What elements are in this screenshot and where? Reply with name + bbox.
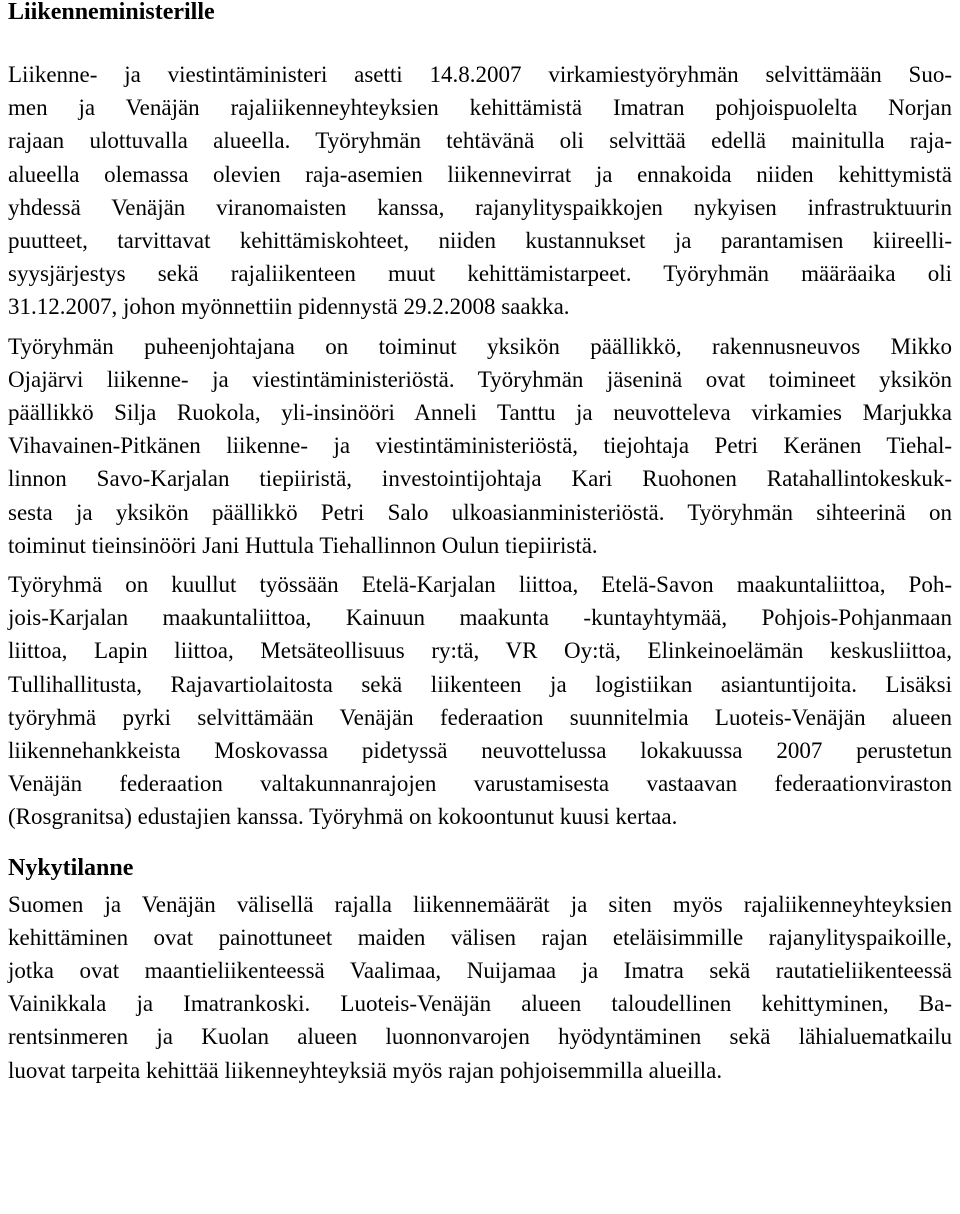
text-line: jois-Karjalan maakuntaliittoa, Kainuun maakunta -kuntayhtymää, Pohjois-Pohjanmaan <box>8 605 952 631</box>
text-line: rajaan ulottuvalla alueella. Työryhmän tehtävänä oli selvittää edellä mainitulla raja- <box>8 128 952 154</box>
text-line: 31.12.2007, johon myönnettiin pidennystä 29.2.2008 saakka. <box>8 294 570 320</box>
text-line: Vihavainen-Pitkänen liikenne- ja viestintäministeriöstä, tiejohtaja Petri Keränen Tiehal- <box>8 433 952 459</box>
text-line: yhdessä Venäjän viranomaisten kanssa, rajanylityspaikkojen nykyisen infrastruktuurin <box>8 194 952 220</box>
text-line: puutteet, tarvittavat kehittämiskohteet, niiden kustannukset ja parantamisen kiireelli- <box>8 228 952 254</box>
paragraph-current-state <box>8 888 952 1087</box>
text-line: Työryhmän puheenjohtajana on toiminut yksikön päällikkö, rakennusneuvos Mikko <box>8 333 952 359</box>
text-line: kehittäminen ovat painottuneet maiden välisen rajan eteläisimmille rajanylityspaikoille, <box>8 924 952 950</box>
text-line: työryhmä pyrki selvittämään Venäjän federaation suunnitelmia Luoteis-Venäjän alueen <box>8 704 952 730</box>
text-line: toiminut tieinsinööri Jani Huttula Tiehallinnon Oulun tiepiiristä. <box>8 532 598 558</box>
paragraph-members <box>8 330 952 562</box>
text-line: men ja Venäjän rajaliikenneyhteyksien kehittämistä Imatran pohjoispuolelta Norjan <box>8 95 952 121</box>
text-line: luovat tarpeita kehittää liikenneyhteyksiä myös rajan pohjoisemmilla alueilla. <box>8 1057 723 1083</box>
text-line: (Rosgranitsa) edustajien kanssa. Työryhmä on kokoontunut kuusi kertaa. <box>8 804 678 830</box>
text-line: Työryhmä on kuullut työssään Etelä-Karjalan liittoa, Etelä-Savon maakuntaliittoa, Poh- <box>8 572 952 598</box>
text-line: rentsinmeren ja Kuolan alueen luonnonvarojen hyödyntäminen sekä lähialuematkailu <box>8 1024 952 1050</box>
text-line: Ojajärvi liikenne- ja viestintäministeriöstä. Työryhmän jäseninä ovat toimineet yksikön <box>8 366 952 392</box>
text-line: sesta ja yksikön päällikkö Petri Salo ulkoasianministeriöstä. Työryhmän sihteerinä on <box>8 499 952 525</box>
text-line: linnon Savo-Karjalan tiepiiristä, investointijohtaja Kari Ruohonen Ratahallintokeskuk- <box>8 466 952 492</box>
heading-recipient: Liikenneministerille <box>8 0 215 25</box>
text-line: Suomen ja Venäjän välisellä rajalla liikennemäärät ja siten myös rajaliikenneyhteyksien <box>8 891 952 917</box>
paragraph-consultations <box>8 568 952 834</box>
text-line: liikennehankkeista Moskovassa pidetyssä neuvottelussa lokakuussa 2007 perustetun <box>8 738 952 764</box>
text-line: päällikkö Silja Ruokola, yli-insinööri Anneli Tanttu ja neuvotteleva virkamies Marjukka <box>8 400 952 426</box>
text-line: jotka ovat maantieliikenteessä Vaalimaa, Nuijamaa ja Imatra sekä rautatieliikenteessä <box>8 958 952 984</box>
text-line: syysjärjestys sekä rajaliikenteen muut kehittämistarpeet. Työryhmän määräaika oli <box>8 261 952 287</box>
text-line: Venäjän federaation valtakunnanrajojen varustamisesta vastaavan federaationviraston <box>8 771 952 797</box>
text-line: Tullihallitusta, Rajavartiolaitosta sekä liikenteen ja logistiikan asiantuntijoita. Lisäksi <box>8 671 952 697</box>
text-line: Vainikkala ja Imatrankoski. Luoteis-Venäjän alueen taloudellinen kehittyminen, Ba- <box>8 991 952 1017</box>
text-line: liittoa, Lapin liittoa, Metsäteollisuus ry:tä, VR Oy:tä, Elinkeinoelämän keskusliittoa, <box>8 638 952 664</box>
text-line: alueella olemassa olevien raja-asemien liikennevirrat ja ennakoida niiden kehittymistä <box>8 161 952 187</box>
paragraph-assignment <box>8 58 952 324</box>
heading-current-state: Nykytilanne <box>8 854 134 881</box>
text-line: Liikenne- ja viestintäministeri asetti 14.8.2007 virkamiestyöryhmän selvittämään Suo- <box>8 62 952 87</box>
